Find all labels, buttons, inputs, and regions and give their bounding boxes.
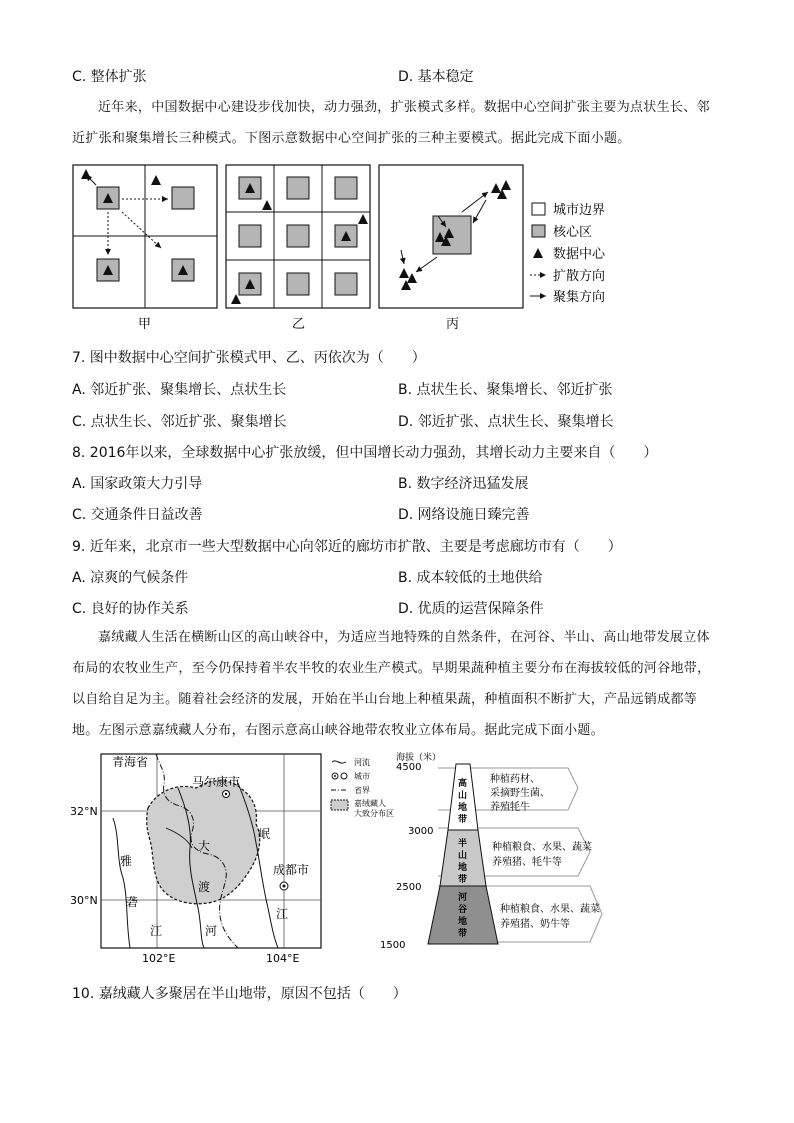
question-9-stem: 9. 近年来，北京市一些大型数据中心向邻近的廊坊市扩散、主要是考虑廊坊市有（ ）: [72, 539, 622, 555]
tick-2500: 2500: [396, 882, 422, 893]
lon-label-102: 102°E: [142, 952, 176, 965]
intro-paragraph-1: 近年来，中国数据中心建设步伐加快，动力强劲，扩张模式多样。数据中心空间扩张主要为点状生长、邻近扩张和聚集增长三种模式。下图示意数据中心空间扩张的三种主要模式。据此完成下面小题。: [72, 100, 710, 146]
map-province-label: 青海省: [112, 755, 149, 769]
svg-text:采摘野生菌、: 采摘野生菌、: [490, 788, 550, 799]
svg-text:种植粮食、水果、蔬菜: 种植粮食、水果、蔬菜: [500, 904, 600, 915]
svg-text:种植药材、: 种植药材、: [490, 774, 540, 785]
svg-text:数据中心: 数据中心: [553, 247, 606, 262]
svg-text:养殖牦牛: 养殖牦牛: [490, 802, 530, 813]
intro-paragraph-2: 嘉绒藏人生活在横断山区的高山峡谷中，为适应当地特殊的自然条件，在河谷、半山、高山地带发展立体布局的农牧业生产，至今仍保持着半农半牧的农业生产模式。早期果蔬种植主要分布在海拔较低的河谷地带，以自给自足为主。随着社会经济的发展，开始在半山台地上种植果蔬，种植面积不断扩大，产品远销成都等地。左图示意嘉绒藏人分布，右图示意高山峡谷地带农牧业立体布局。据此完成下面小题。: [72, 630, 711, 738]
panel-jia-label: 甲: [138, 317, 152, 332]
tick-1500: 1500: [380, 940, 406, 951]
lat-label-30: 30°N: [70, 894, 98, 907]
question-10-stem: 10. 嘉绒藏人多聚居在半山地带，原因不包括（ ）: [72, 986, 407, 1002]
svg-text:渡: 渡: [198, 880, 211, 894]
expansion-mode-figure: [66, 160, 636, 338]
question-8-stem: 8. 2016年以来，全球数据中心扩张放缓，但中国增长动力强劲，其增长动力主要来自（ ）: [72, 445, 658, 461]
svg-text:江: 江: [150, 924, 163, 938]
svg-text:大: 大: [198, 839, 211, 853]
svg-text:养殖猪、牦牛等: 养殖猪、牦牛等: [492, 857, 562, 868]
svg-text:养殖猪、奶牛等: 养殖猪、奶牛等: [500, 919, 570, 930]
svg-text:山: 山: [458, 851, 468, 861]
svg-text:雅: 雅: [120, 854, 133, 868]
q8-option-a[interactable]: A. 国家政策大力引导: [72, 476, 203, 492]
svg-text:城市边界: 城市边界: [553, 203, 606, 218]
svg-text:大致分布区: 大致分布区: [354, 809, 394, 818]
panel-jia: [73, 165, 217, 332]
q8-option-d[interactable]: D. 网络设施日臻完善: [398, 507, 530, 523]
q9-option-a[interactable]: A. 凉爽的气候条件: [72, 570, 189, 586]
svg-text:河: 河: [205, 924, 218, 938]
svg-text:河流: 河流: [354, 758, 370, 767]
q7-option-b[interactable]: B. 点状生长、聚集增长、邻近扩张: [398, 382, 613, 398]
panel-yi-label: 乙: [292, 317, 306, 332]
svg-text:嘉绒藏人: 嘉绒藏人: [354, 799, 386, 808]
q9-option-c[interactable]: C. 良好的协作关系: [72, 601, 189, 617]
svg-text:江: 江: [276, 907, 289, 921]
city-markang: 马尔康市: [192, 775, 241, 789]
panel-yi: [226, 165, 370, 332]
svg-text:河: 河: [458, 893, 468, 903]
option-c-prev: C. 整体扩张: [72, 69, 147, 85]
svg-text:带: 带: [458, 815, 468, 825]
q7-option-d[interactable]: D. 邻近扩张、点状生长、聚集增长: [398, 414, 614, 430]
q7-option-a[interactable]: A. 邻近扩张、聚集增长、点状生长: [72, 382, 287, 398]
vertical-zonation-figure: [378, 748, 618, 960]
q8-option-b[interactable]: B. 数字经济迅猛发展: [398, 476, 529, 492]
q9-option-d[interactable]: D. 优质的运营保障条件: [398, 601, 544, 617]
svg-text:扩散方向: 扩散方向: [553, 269, 606, 284]
svg-text:城市: 城市: [354, 772, 370, 781]
fig1-legend: [530, 202, 606, 305]
svg-text:省界: 省界: [354, 786, 370, 795]
city-chengdu: 成都市: [273, 863, 310, 877]
svg-text:聚集方向: 聚集方向: [553, 290, 606, 305]
svg-text:种植粮食、水果、蔬菜: 种植粮食、水果、蔬菜: [492, 842, 592, 853]
panel-bing-label: 丙: [446, 317, 460, 332]
tick-4500: 4500: [396, 762, 422, 773]
lon-label-104: 104°E: [266, 952, 300, 965]
svg-text:带: 带: [458, 929, 468, 939]
tick-3000: 3000: [408, 826, 434, 837]
svg-text:地: 地: [458, 803, 468, 813]
q7-option-c[interactable]: C. 点状生长、邻近扩张、聚集增长: [72, 414, 287, 430]
q9-option-b[interactable]: B. 成本较低的土地供给: [398, 570, 543, 586]
svg-text:谷: 谷: [458, 905, 468, 915]
svg-text:山: 山: [458, 791, 468, 801]
svg-text:岷: 岷: [258, 827, 271, 841]
svg-text:核心区: 核心区: [553, 225, 593, 240]
altitude-axis-title: 海拔（米）: [396, 753, 442, 763]
question-7-stem: 7. 图中数据中心空间扩张模式甲、乙、丙依次为（ ）: [72, 350, 426, 366]
svg-text:半: 半: [458, 839, 468, 849]
svg-text:带: 带: [458, 875, 468, 885]
svg-text:地: 地: [458, 863, 468, 873]
option-d-prev: D. 基本稳定: [398, 69, 474, 85]
panel-bing: [379, 165, 523, 332]
svg-text:砻: 砻: [126, 895, 139, 909]
svg-text:地: 地: [458, 917, 468, 927]
q8-option-c[interactable]: C. 交通条件日益改善: [72, 507, 203, 523]
lat-label-32: 32°N: [70, 805, 98, 818]
svg-text:高: 高: [458, 779, 468, 789]
